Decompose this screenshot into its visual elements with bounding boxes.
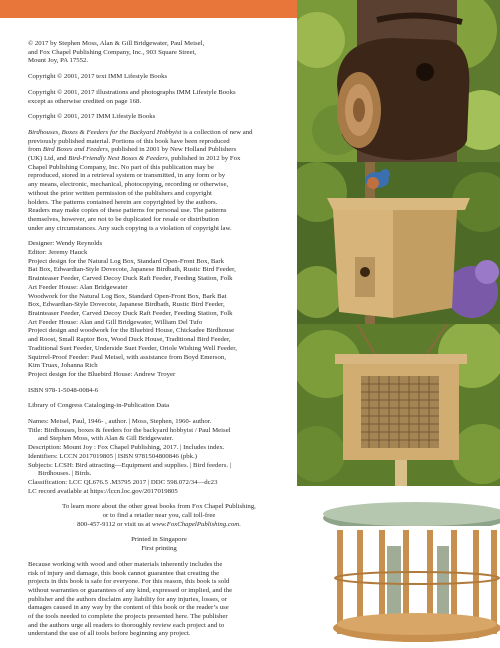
disclaimer-line: publisher and the authors disclaim any liability for any injuries, losses, or bbox=[28, 595, 227, 603]
cip-title: Title: Birdhouses, boxes & feeders for the backyard hobbyist / Paul Meisel bbox=[28, 426, 231, 434]
credit-line: Project design for the Natural Log Box, Standard Open-Front Box, Bark bbox=[28, 257, 225, 265]
book-title: Birdhouses, Boxes & Feeders for the Backyard Hobbyist bbox=[28, 128, 182, 136]
notice-text: previously published material. Portions of this book have been reproduced bbox=[28, 137, 230, 145]
credit-line: Brainteaser Feeder, Carved Decoy Duck Raft Feeder, Feeding Station, Folk bbox=[28, 309, 233, 317]
learn-more-text: To learn more about the other great books from Fox Chapel Publishing, bbox=[62, 503, 256, 511]
round-feeder-photo bbox=[297, 486, 500, 648]
copyright-page-text bbox=[28, 40, 290, 639]
cip-lc-record: LC record available at https://lccn.loc.gov/2017019805 bbox=[28, 487, 178, 495]
website-link[interactable]: www.FoxChapelPublishing.com bbox=[152, 520, 240, 528]
learn-more-text: or to find a retailer near you, call toll-free bbox=[102, 512, 216, 520]
cip-classification: Classification: LCC QL676.5 .M3795 2017 | DDC 598.072/34—dc23 bbox=[28, 478, 218, 486]
design-copyright: Copyright © 2001, 2017 IMM Lifestyle Books bbox=[28, 113, 156, 121]
notice-text: Readers may make copies of these patterns for personal use. The patterns bbox=[28, 207, 227, 215]
cip-identifiers: Identifiers: LCCN 2017019805 | ISBN 9781504800846 (pbk.) bbox=[28, 452, 197, 460]
copyright-line: and Fox Chapel Publishing Company, Inc., 903 Square Street, bbox=[28, 48, 197, 56]
source-title: Bird-Friendly Nest Boxes & Feeders bbox=[68, 155, 168, 163]
credit-line: Art Feeder House: Alan Bridgewater bbox=[28, 283, 128, 291]
reproduction-notice bbox=[28, 129, 290, 233]
disclaimer-line: Because working with wood and other materials inherently includes the bbox=[28, 560, 223, 568]
notice-text: themselves, however, are not to be duplicated for resale or distribution bbox=[28, 215, 219, 223]
editor-credit: Editor: Jeremy Hauck bbox=[28, 249, 88, 257]
credit-line: Kim Truax, Johanna Rich bbox=[28, 362, 98, 370]
cip-description: Description: Mount Joy : Fox Chapel Publishing, 2017. | Includes index. bbox=[28, 444, 225, 452]
printing-info bbox=[28, 536, 290, 553]
disclaimer-line: without warranties or guarantees of any kind, expressed or implied, and the bbox=[28, 586, 233, 594]
credit-line: Traditional Suet Feeder, Underside Suet Feeder, Oriole Wishing Well Feeder, bbox=[28, 344, 237, 352]
notice-text: Chapel Publishing Company, Inc. No part of this publication may be bbox=[28, 163, 214, 171]
credit-line: Squirrel-Proof Feeder: Paul Meisel, with assistance from Boyd Emerson, bbox=[28, 353, 226, 361]
credit-line: Brainteaser Feeder, Carved Decoy Duck Raft Feeder, Feeding Station, Folk bbox=[28, 275, 233, 283]
text-copyright: Copyright © 2001, 2017 text IMM Lifestyle Books bbox=[28, 73, 168, 81]
cip-subjects: Subjects: LCSH: Bird attracting—Equipment and supplies. | Bird feeders. | bbox=[28, 461, 232, 469]
copyright-line: Mount Joy, PA 17552. bbox=[28, 57, 89, 65]
cip-title: and Stephen Moss, with Alan & Gill Bridgewater. bbox=[38, 435, 174, 443]
learn-more bbox=[28, 503, 290, 529]
notice-text: from bbox=[28, 146, 43, 154]
credit-line: Project design and woodwork for the Bluebird House, Chickadee Birdhouse bbox=[28, 327, 235, 335]
notice-text: under any circumstances. Any such copying is a violation of copyright law. bbox=[28, 224, 232, 232]
disclaimer bbox=[28, 561, 290, 639]
designer-credit: Designer: Wendy Reynolds bbox=[28, 240, 103, 248]
printing-edition: First printing bbox=[141, 545, 177, 553]
phone-text: 800-457-9112 or visit us at bbox=[77, 520, 152, 528]
notice-text: holders. The patterns contained herein are copyrighted by the authors. bbox=[28, 198, 218, 206]
printed-in: Printed in Singapore bbox=[131, 536, 187, 544]
notice-text: without the prior written permission of the publishers and copyright bbox=[28, 189, 212, 197]
disclaimer-line: risk of injury and damage, this book cannot guarantee that creating the bbox=[28, 569, 220, 577]
credit-line: Bat Box, Edwardian-Style Dovecote, Japanese Birdbath, Rustic Bird Feeder, bbox=[28, 266, 236, 274]
credit-line: Project design for the Bluebird House: Andrew Troyer bbox=[28, 370, 176, 378]
credit-line: Art Feeder House: Alan and Gill Bridgewater, William Del Tufo bbox=[28, 318, 203, 326]
disclaimer-line: and the authors urge all readers to thoroughly review each project and to bbox=[28, 621, 225, 629]
illustrations-copyright: Copyright © 2001, 2017 illustrations and photographs IMM Lifestyle Books bbox=[28, 88, 236, 96]
notice-text: is a collection of new and bbox=[181, 128, 253, 136]
disclaimer-line: projects in this book is safe for everyone. For this reason, this book is sold bbox=[28, 578, 230, 586]
cip-subjects: Birdhouses. | Birds. bbox=[38, 470, 92, 478]
cip-data bbox=[28, 402, 290, 496]
orange-accent-band bbox=[0, 0, 297, 18]
isbn: ISBN 978-1-5048-0084-6 bbox=[28, 386, 99, 394]
credit-line: Woodwork for the Natural Log Box, Standard Open-Front Box, Bark Bat bbox=[28, 292, 227, 300]
notice-text: , published in 2012 by Fox bbox=[167, 155, 241, 163]
disclaimer-line: understand the use of all tools before beginning any project. bbox=[28, 630, 191, 638]
disclaimer-line: of the tools needed to complete the projects presented here. The publisher bbox=[28, 613, 228, 621]
bluebird-house-photo bbox=[297, 162, 500, 324]
credits bbox=[28, 240, 290, 379]
cip-heading: Library of Congress Cataloging-in-Publication Data bbox=[28, 402, 170, 410]
notice-text: (UK) Ltd, and bbox=[28, 155, 69, 163]
learn-more-text: . bbox=[239, 520, 241, 528]
copyright-line: © 2017 by Stephen Moss, Alan & Gill Bridgewater, Paul Meisel, bbox=[28, 40, 205, 47]
notice-text: , published in 2001 by New Holland Publishers bbox=[107, 146, 237, 154]
photo-column bbox=[297, 0, 500, 648]
credit-line: Box, Edwardian-Style Dovecote, Japanese Birdbath, Rustic Bird Feeder, bbox=[28, 301, 225, 309]
notice-text: any means, electronic, mechanical, photocopying, recording or otherwise, bbox=[28, 181, 229, 189]
suet-feeder-photo bbox=[297, 324, 500, 486]
notice-text: reproduced, stored in a retrieval system or transmitted, in any form or by bbox=[28, 172, 226, 180]
natural-log-box-photo bbox=[297, 0, 500, 162]
credit-line: and Roost, Small Raptor Box, Wood Duck House, Traditional Bird Feeder, bbox=[28, 336, 231, 344]
disclaimer-line: damages caused in any way by the content of this book or the reader’s use bbox=[28, 604, 229, 612]
illustrations-copyright: except as otherwise credited on page 168. bbox=[28, 97, 142, 105]
source-title: Bird Boxes and Feeders bbox=[42, 146, 108, 154]
cip-names: Names: Meisel, Paul, 1946- , author. | Moss, Stephen, 1960- author. bbox=[28, 418, 212, 426]
